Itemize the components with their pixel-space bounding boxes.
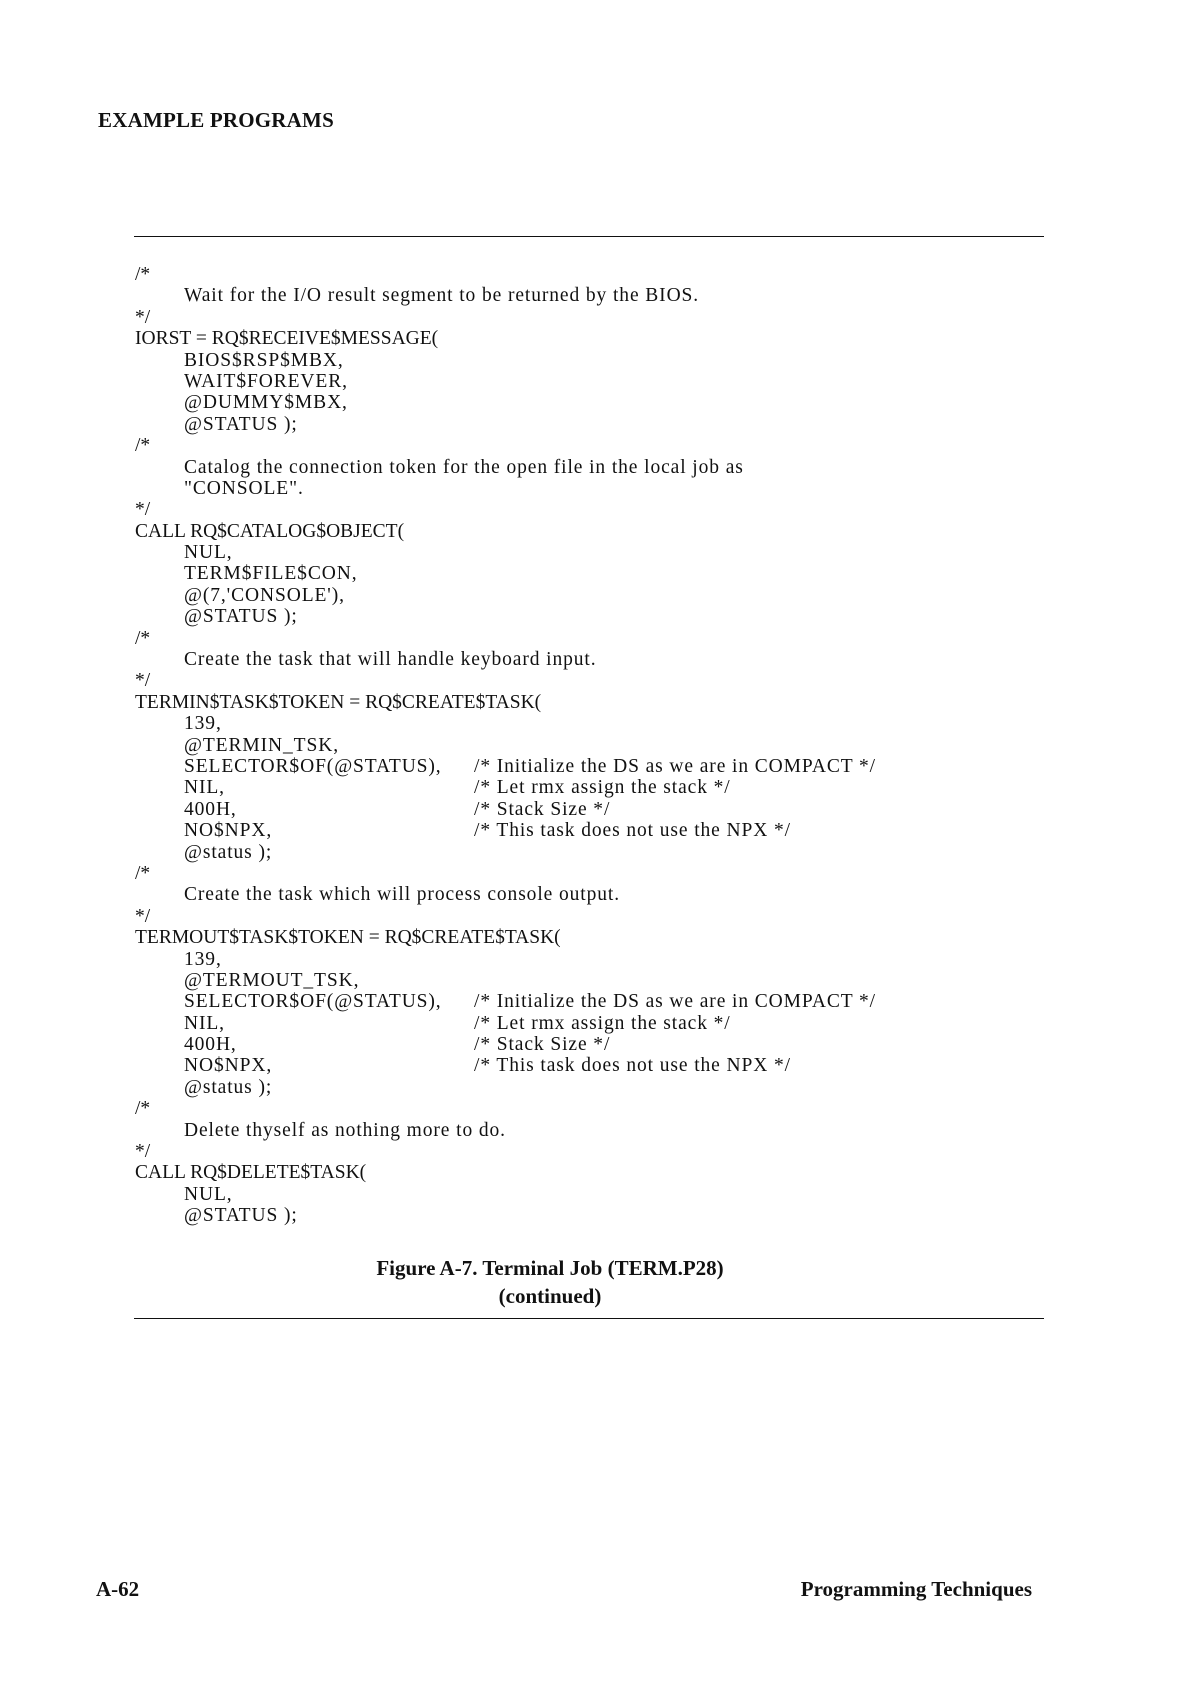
code-line [135, 392, 1040, 413]
chapter-title: Programming Techniques [800, 1577, 1032, 1601]
code-text-indented: @STATUS ); [184, 606, 298, 628]
code-text-indented: NIL, [184, 777, 225, 799]
code-text-indented: @STATUS ); [184, 1205, 298, 1227]
code-line [135, 542, 1040, 563]
code-line [135, 735, 1040, 756]
code-comment: /* Let rmx assign the stack */ [474, 1012, 731, 1034]
code-text-indented: @status ); [184, 841, 273, 863]
code-line [135, 1162, 1040, 1183]
code-text: IORST = RQ$RECEIVE$MESSAGE( [135, 328, 439, 350]
code-line [135, 906, 1040, 927]
code-line [135, 820, 1040, 841]
figure-caption-continued: (continued) [498, 1284, 602, 1308]
code-comment: /* Initialize the DS as we are in COMPACT */ [474, 991, 876, 1013]
code-text-indented: 139, [184, 948, 222, 970]
code-text-indented: Catalog the connection token for the open file in the local job as [184, 456, 744, 478]
code-text-indented: @TERMIN_TSK, [184, 734, 339, 756]
section-title: EXAMPLE PROGRAMS [98, 108, 334, 132]
code-line [135, 692, 1040, 713]
code-text: */ [135, 1141, 151, 1163]
code-line [135, 842, 1040, 863]
code-line [135, 350, 1040, 371]
code-text-indented: SELECTOR$OF(@STATUS), [184, 991, 442, 1013]
code-text: CALL RQ$DELETE$TASK( [135, 1162, 367, 1184]
code-line [135, 1120, 1040, 1141]
code-text-indented: NUL, [184, 1183, 233, 1205]
code-text-indented: @status ); [184, 1076, 273, 1098]
code-line [135, 970, 1040, 991]
code-text-indented: Create the task which will process console output. [184, 884, 620, 906]
code-comment: /* This task does not use the NPX */ [474, 820, 791, 842]
code-line [135, 478, 1040, 499]
code-line [135, 1205, 1040, 1226]
code-line [135, 713, 1040, 734]
code-comment: /* Stack Size */ [474, 798, 611, 820]
code-line [135, 1098, 1040, 1119]
code-text-indented: BIOS$RSP$MBX, [184, 349, 344, 371]
code-line [135, 670, 1040, 691]
code-line [135, 585, 1040, 606]
code-line [135, 863, 1040, 884]
figure-caption: Figure A-7. Terminal Job (TERM.P28) [376, 1256, 724, 1280]
code-line [135, 756, 1040, 777]
code-text: CALL RQ$CATALOG$OBJECT( [135, 520, 405, 542]
code-text-indented: Delete thyself as nothing more to do. [184, 1119, 506, 1141]
code-text: /* [135, 435, 151, 457]
code-line [135, 949, 1040, 970]
bottom-rule [134, 1318, 1044, 1319]
code-text-indented: @(7,'CONSOLE'), [184, 584, 345, 606]
top-rule [134, 236, 1044, 237]
code-text: TERMOUT$TASK$TOKEN = RQ$CREATE$TASK( [135, 927, 561, 949]
code-text: /* [135, 264, 151, 285]
code-line [135, 285, 1040, 306]
code-comment: /* Initialize the DS as we are in COMPACT */ [474, 755, 876, 777]
code-text: /* [135, 627, 151, 649]
code-line [135, 649, 1040, 670]
code-text-indented: @STATUS ); [184, 413, 298, 435]
code-text-indented: Wait for the I/O result segment to be returned by the BIOS. [184, 285, 700, 307]
code-text-indented: Create the task that will handle keyboard input. [184, 649, 597, 671]
code-line [135, 1055, 1040, 1076]
code-line [135, 777, 1040, 798]
code-line [135, 521, 1040, 542]
code-line [135, 799, 1040, 820]
code-line [135, 499, 1040, 520]
code-text-indented: @TERMOUT_TSK, [184, 969, 360, 991]
code-text: /* [135, 1098, 151, 1120]
code-line [135, 628, 1040, 649]
code-line [135, 1034, 1040, 1055]
code-text-indented: NUL, [184, 542, 233, 564]
code-line [135, 435, 1040, 456]
code-text: */ [135, 905, 151, 927]
code-line [135, 927, 1040, 948]
code-text: TERMIN$TASK$TOKEN = RQ$CREATE$TASK( [135, 691, 542, 713]
code-line [135, 414, 1040, 435]
code-line [135, 1013, 1040, 1034]
code-text-indented: 139, [184, 713, 222, 735]
code-line [135, 457, 1040, 478]
code-line [135, 884, 1040, 905]
code-comment: /* Let rmx assign the stack */ [474, 777, 731, 799]
code-line [135, 606, 1040, 627]
page-number: A-62 [96, 1577, 140, 1601]
code-text-indented: TERM$FILE$CON, [184, 563, 358, 585]
code-text-indented: 400H, [184, 1034, 237, 1056]
code-line [135, 371, 1040, 392]
code-comment: /* Stack Size */ [474, 1034, 611, 1056]
code-line [135, 264, 1040, 285]
code-text-indented: NO$NPX, [184, 820, 273, 842]
code-text: */ [135, 670, 151, 692]
code-line [135, 991, 1040, 1012]
code-listing [135, 264, 1040, 1227]
code-text-indented: SELECTOR$OF(@STATUS), [184, 755, 442, 777]
code-line [135, 1077, 1040, 1098]
code-text-indented: "CONSOLE". [184, 477, 304, 499]
code-text: /* [135, 862, 151, 884]
code-line [135, 328, 1040, 349]
code-text: */ [135, 499, 151, 521]
code-text: */ [135, 306, 151, 328]
code-line [135, 563, 1040, 584]
code-line [135, 1184, 1040, 1205]
code-line [135, 307, 1040, 328]
code-line [135, 1141, 1040, 1162]
code-comment: /* This task does not use the NPX */ [474, 1055, 791, 1077]
code-text-indented: NO$NPX, [184, 1055, 273, 1077]
code-text-indented: @DUMMY$MBX, [184, 392, 348, 414]
code-text-indented: 400H, [184, 798, 237, 820]
code-text-indented: NIL, [184, 1012, 225, 1034]
code-text-indented: WAIT$FOREVER, [184, 370, 348, 392]
